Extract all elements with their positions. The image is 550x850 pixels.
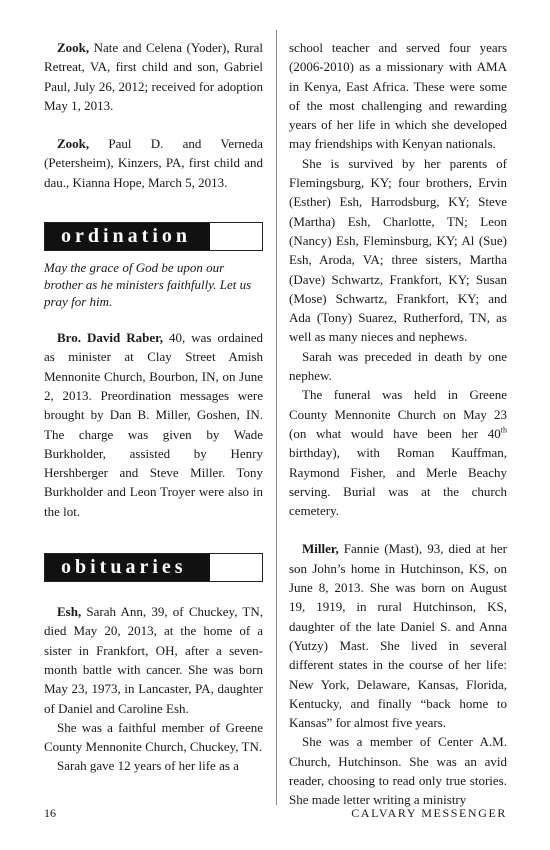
obituary-esh-paragraph: She was a faithful member of Greene County Mennonite Church, Chuckey, TN. xyxy=(44,719,263,755)
column-divider xyxy=(276,30,277,805)
ordinal-suffix: th xyxy=(500,425,507,435)
birth-notice-zook-paul xyxy=(44,134,263,192)
notice-text: Fannie (Mast), 93, died at her son John’s home in Hutchinson, KS, on June 8, 2013. She was born on August 19, 1919, in rural Hutchinson, KS, daughter of the late Daniel S. and Anna (Yutzy) Mast. She lived in several different states in the course of her life: New York, Delaware, Kansas, Florida, Kentucky, and finally “back home to Kansas” for almost five years. xyxy=(289,541,507,731)
left-column xyxy=(44,38,263,776)
obituary-esh-paragraph: She is survived by her parents of Flemingsburg, KY; four brothers, Ervin (Esther) Esh, Harrodsburg, KY; Steve (Martha) Esh, Charlotte, TN; Leon (Nancy) Esh, Fleminsburg, KY; Al (Sue) Esh, Aroda, VA; three sisters, Martha (Dave) Schwartz, Frankfort, KY; Susan (Mose) Schwartz, Frankfort, KY; and Ada (Tony) Suarez, Rutherford, TN, as well as many nieces and nephews. xyxy=(289,155,507,345)
right-column xyxy=(289,38,507,810)
obituaries-heading xyxy=(44,553,263,582)
ordination-heading xyxy=(44,222,263,251)
notice-name: Miller, xyxy=(302,541,339,557)
ordination-notice-raber xyxy=(44,328,263,521)
obituary-miller-paragraph: She was a member of Center A.M. Church, Hutchinson. She was an avid reader, choosing to read only true stories. She made letter writing a ministry xyxy=(289,734,507,808)
obituary-esh xyxy=(44,602,263,718)
birth-notice-zook-nate xyxy=(44,38,263,115)
page-number: 16 xyxy=(44,806,56,820)
obituary-esh-continued: school teacher and served four years (2006-2010) as a missionary with AMA in Kenya, East Africa. These were some of the most challenging and rewarding years of her life in which she developed may friendships with Kenyan nationals. xyxy=(289,40,507,152)
notice-text: 40, was ordained as minister at Clay Street Amish Mennonite Church, Bourbon, IN, on June 2, 2013. Preordination messages were brought by Dan B. Miller, Goshen, IN. The charge was given by Wade Burkholder, assisted by Henry Hershberger and Steve Miller. Tony Burkholder and Leon Troyer were also in the lot. xyxy=(44,330,264,519)
ordination-prayer: May the grace of God be upon our brother as he ministers faithfully. Let us pray for him. xyxy=(44,260,252,310)
notice-name: Zook, xyxy=(57,40,90,55)
obituary-esh-paragraph: Sarah was preceded in death by one nephew. xyxy=(289,348,507,384)
ordination-heading-label: ordination xyxy=(45,223,210,250)
obituary-esh-paragraph: Sarah gave 12 years of her life as a xyxy=(57,758,239,774)
notice-name: Esh, xyxy=(57,604,82,620)
obituaries-heading-label: obituaries xyxy=(45,554,210,581)
obituary-esh-funeral xyxy=(289,385,507,520)
notice-text: Sarah Ann, 39, of Chuckey, TN, died May 20, 2013, at the home of a sister in Frankfort, OH, after a seven-month battle with cancer. She was born May 23, 1973, in Lancaster, PA, daughter of Daniel and Caroline Esh. xyxy=(44,604,263,716)
notice-text: Paul D. and Verneda (Petersheim), Kinzers, PA, first child and dau., Kianna Hope, March 5, 2013. xyxy=(44,136,263,190)
running-title: CALVARY MESSENGER xyxy=(351,806,507,820)
funeral-text: birthday), with Roman Kauffman, Raymond Fisher, and Merle Beachy serving. Burial was at the church cemetery. xyxy=(289,445,507,519)
funeral-text: The funeral was held in Greene County Mennonite Church on May 23 (on what would have been her 40 xyxy=(289,387,507,441)
obituary-miller xyxy=(289,539,507,732)
notice-text: Nate and Celena (Yoder), Rural Retreat, VA, first child and son, Gabriel Paul, July 26, 2012; received for adoption May 1, 2013. xyxy=(44,40,263,113)
notice-name: Bro. David Raber, xyxy=(57,330,163,346)
notice-name: Zook, xyxy=(57,136,90,152)
